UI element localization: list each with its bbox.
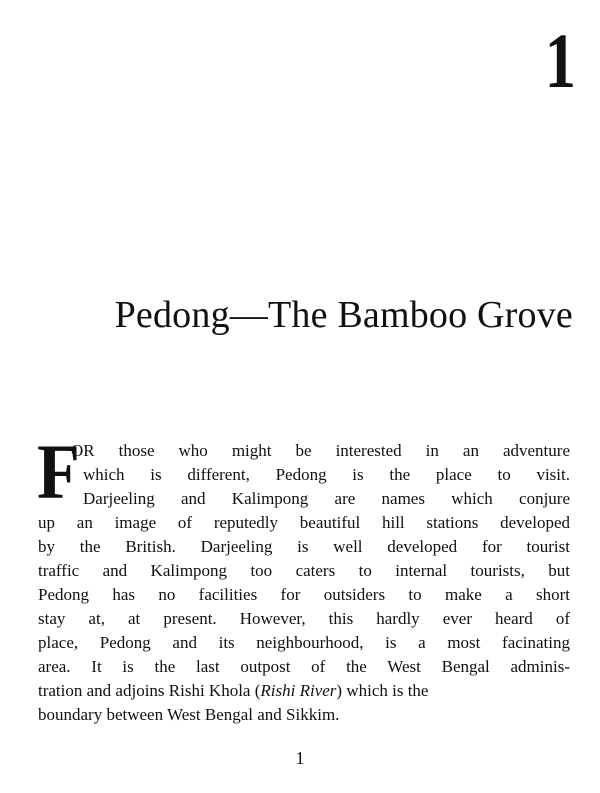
chapter-title: Pedong—The Bamboo Grove bbox=[114, 294, 573, 336]
text-line: boundary between West Bengal and Sikkim. bbox=[38, 705, 340, 724]
text-line: which is different, Pedong is the place to visit. bbox=[83, 465, 570, 484]
italic-phrase: Rishi River bbox=[260, 681, 337, 700]
page-number: 1 bbox=[295, 748, 305, 768]
text-line: OR those who might be interested in an adventure bbox=[71, 441, 570, 460]
text-line: up an image of reputedly beautiful hill stations developed bbox=[38, 513, 570, 532]
text-line: Darjeeling and Kalimpong are names which conjure bbox=[83, 489, 570, 508]
text-line: Pedong has no facilities for outsiders to make a short bbox=[38, 585, 570, 604]
text-line: area. It is the last outpost of the West Bengal adminis- bbox=[38, 657, 570, 676]
drop-cap: F bbox=[37, 428, 80, 515]
text-segment: ) which is the bbox=[336, 681, 429, 700]
text-segment: tration and adjoins Rishi Khola ( bbox=[38, 681, 261, 700]
chapter-number: 1 bbox=[544, 17, 576, 104]
text-line-with-italic bbox=[38, 679, 570, 703]
text-line: by the British. Darjeeling is well developed for tourist bbox=[38, 537, 570, 556]
text-line: stay at, at present. However, this hardly ever heard of bbox=[38, 609, 570, 628]
text-line: traffic and Kalimpong too caters to internal tourists, but bbox=[38, 561, 570, 580]
text-line: place, Pedong and its neighbourhood, is a most facinating bbox=[38, 633, 570, 652]
